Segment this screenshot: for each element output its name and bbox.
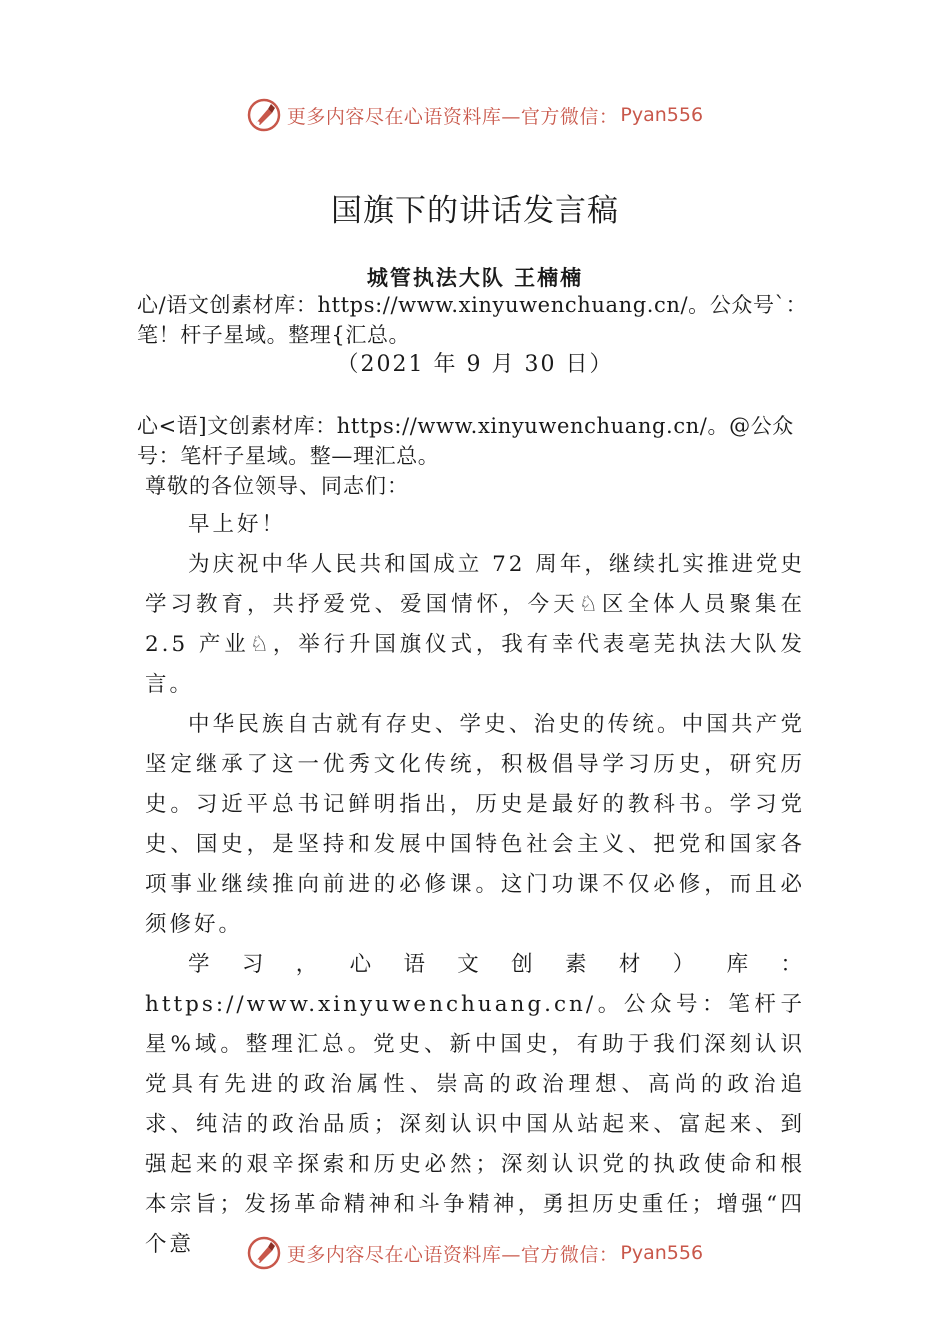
page-title: 国旗下的讲话发言稿 <box>331 193 619 229</box>
banner-text: 更多内容尽在心语资料库—官方微信： <box>286 105 619 128</box>
greeting: 尊敬的各位领导、同志们： <box>145 474 409 498</box>
wechat-handle: Pyan556 <box>620 104 704 126</box>
banner-text: 更多内容尽在心语资料库—官方微信： <box>286 1243 619 1266</box>
watermark-note: 心/语文创素材库：https://www.xinyuwenchuang.cn/。公众号`：笔！杆子星域。整理{汇总。 <box>137 293 808 347</box>
footer-banner <box>0 1233 950 1273</box>
header-banner <box>0 95 950 135</box>
author-line: 城管执法大队 王楠楠 <box>366 265 584 290</box>
speech-body <box>145 505 805 1265</box>
date-line: （2021 年 9 月 30 日） <box>336 352 614 377</box>
watermark-note: 心<语]文创素材库：https://www.xinyuwenchuang.cn/。@公众号：笔杆子星域。整—理汇总。 <box>137 414 794 468</box>
pen-nib-logo-icon <box>247 98 281 132</box>
paragraph: 学习，心语文创素材）库：https://www.xinyuwenchuang.cn/。公众号：笔杆子星%域。整理汇总。党史、新中国史，有助于我们深刻认识党具有先进的政治属性、崇高的政治理想、高尚的政治追求、纯洁的政治品质；深刻认识中国从站起来、富起来、到强起来的艰辛探索和历史必然；深刻认识党的执政使命和根本宗旨；发扬革命精神和斗争精神，勇担历史重任；增强“四个意 <box>145 952 805 1257</box>
paragraph: 为庆祝中华人民共和国成立 72 周年，继续扎实推进党史学习教育，共抒爱党、爱国情怀，今天♘区全体人员聚集在 2.5 产业♘，举行升国旗仪式，我有幸代表亳芜执法大队发言。 <box>145 552 805 697</box>
paragraph: 中华民族自古就有存史、学史、治史的传统。中国共产党坚定继承了这一优秀文化传统，积极倡导学习历史，研究历史。习近平总书记鲜明指出，历史是最好的教科书。学习党史、国史，是坚持和发展中国特色社会主义、把党和国家各项事业继续推向前进的必修课。这门功课不仅必修，而且必须修好。 <box>145 712 805 937</box>
paragraph: 早上好！ <box>188 512 287 537</box>
pen-nib-logo-icon <box>247 1236 281 1270</box>
wechat-handle: Pyan556 <box>620 1242 704 1264</box>
